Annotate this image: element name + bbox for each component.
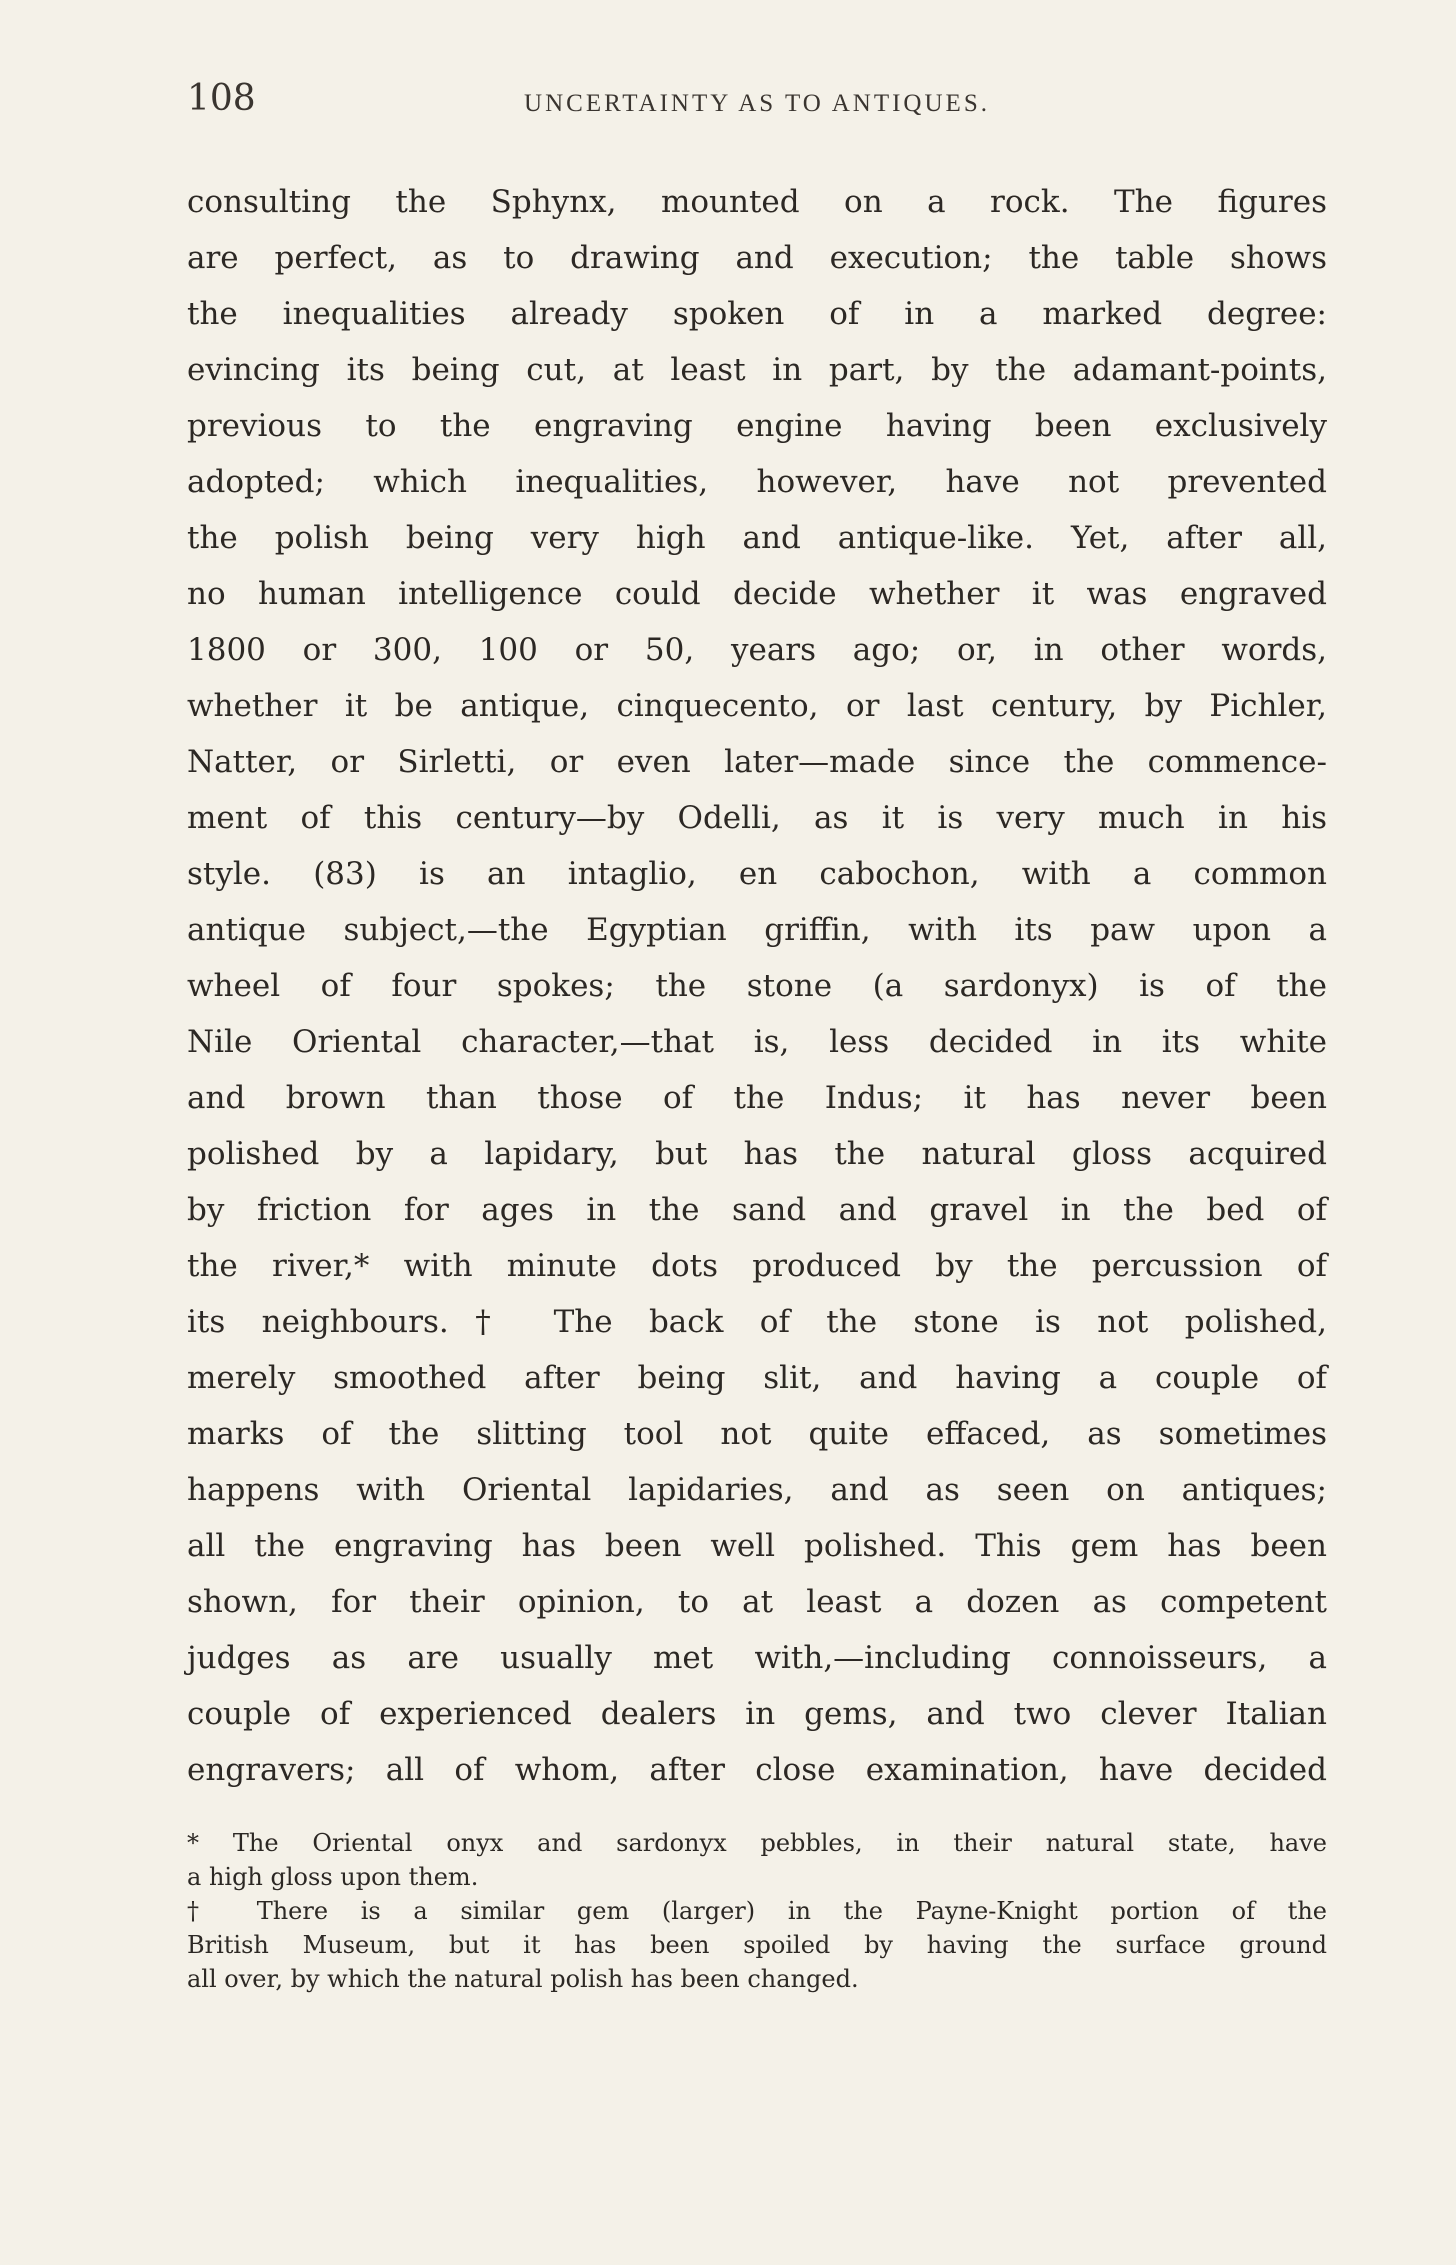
text-line: no human intelligence could decide whether it was engraved bbox=[187, 576, 1327, 612]
text-line: Natter, or Sirletti, or even later—made since the commence- bbox=[187, 744, 1327, 780]
text-line: couple of experienced dealers in gems, and two clever Italian bbox=[187, 1696, 1327, 1732]
footnotes bbox=[187, 1826, 1327, 1996]
text-line: by friction for ages in the sand and gravel in the bed of bbox=[187, 1192, 1327, 1228]
text-line: are perfect, as to drawing and execution; the table shows bbox=[187, 240, 1327, 276]
text-line: adopted; which inequalities, however, have not prevented bbox=[187, 464, 1327, 500]
footnote-2-line: all over, by which the natural polish has been changed. bbox=[187, 1965, 859, 1993]
text-line: polished by a lapidary, but has the natural gloss acquired bbox=[187, 1136, 1327, 1172]
page-number: 108 bbox=[187, 78, 256, 119]
text-line: happens with Oriental lapidaries, and as seen on antiques; bbox=[187, 1472, 1327, 1508]
text-line: engravers; all of whom, after close examination, have decided bbox=[187, 1752, 1327, 1788]
text-line: judges as are usually met with,—including connoisseurs, a bbox=[187, 1640, 1327, 1676]
text-line: antique subject,—the Egyptian griffin, with its paw upon a bbox=[187, 912, 1327, 948]
footnote-2-line: British Museum, but it has been spoiled by having the surface ground bbox=[187, 1931, 1327, 1959]
footnote-2-line: † There is a similar gem (larger) in the Payne-Knight portion of the bbox=[187, 1897, 1327, 1925]
text-line: Nile Oriental character,—that is, less decided in its white bbox=[187, 1024, 1327, 1060]
text-line: marks of the slitting tool not quite effaced, as sometimes bbox=[187, 1416, 1327, 1452]
text-line: the inequalities already spoken of in a marked degree: bbox=[187, 296, 1327, 332]
text-line: whether it be antique, cinquecento, or last century, by Pichler, bbox=[187, 688, 1327, 724]
footnote-1-line: a high gloss upon them. bbox=[187, 1863, 479, 1891]
page-header bbox=[187, 78, 1327, 128]
body-text bbox=[187, 174, 1327, 1798]
text-line: all the engraving has been well polished. This gem has been bbox=[187, 1528, 1327, 1564]
running-head: UNCERTAINTY AS TO ANTIQUES. bbox=[524, 90, 990, 117]
text-line: the polish being very high and antique-like. Yet, after all, bbox=[187, 520, 1327, 556]
text-line: wheel of four spokes; the stone (a sardonyx) is of the bbox=[187, 968, 1327, 1004]
text-line: and brown than those of the Indus; it has never been bbox=[187, 1080, 1327, 1116]
text-line: ment of this century—by Odelli, as it is very much in his bbox=[187, 800, 1327, 836]
text-line: previous to the engraving engine having been exclusively bbox=[187, 408, 1327, 444]
text-line: 1800 or 300, 100 or 50, years ago; or, in other words, bbox=[187, 632, 1327, 668]
text-line: style. (83) is an intaglio, en cabochon, with a common bbox=[187, 856, 1327, 892]
text-line: shown, for their opinion, to at least a dozen as competent bbox=[187, 1584, 1327, 1620]
text-line: merely smoothed after being slit, and having a couple of bbox=[187, 1360, 1327, 1396]
text-line: its neighbours.† The back of the stone is not polished, bbox=[187, 1304, 1327, 1340]
text-line: evincing its being cut, at least in part, by the adamant-points, bbox=[187, 352, 1327, 388]
footnote-1-line: * The Oriental onyx and sardonyx pebbles, in their natural state, have bbox=[187, 1829, 1327, 1857]
text-line: the river,* with minute dots produced by the percussion of bbox=[187, 1248, 1327, 1284]
text-line: consulting the Sphynx, mounted on a rock. The figures bbox=[187, 184, 1327, 220]
